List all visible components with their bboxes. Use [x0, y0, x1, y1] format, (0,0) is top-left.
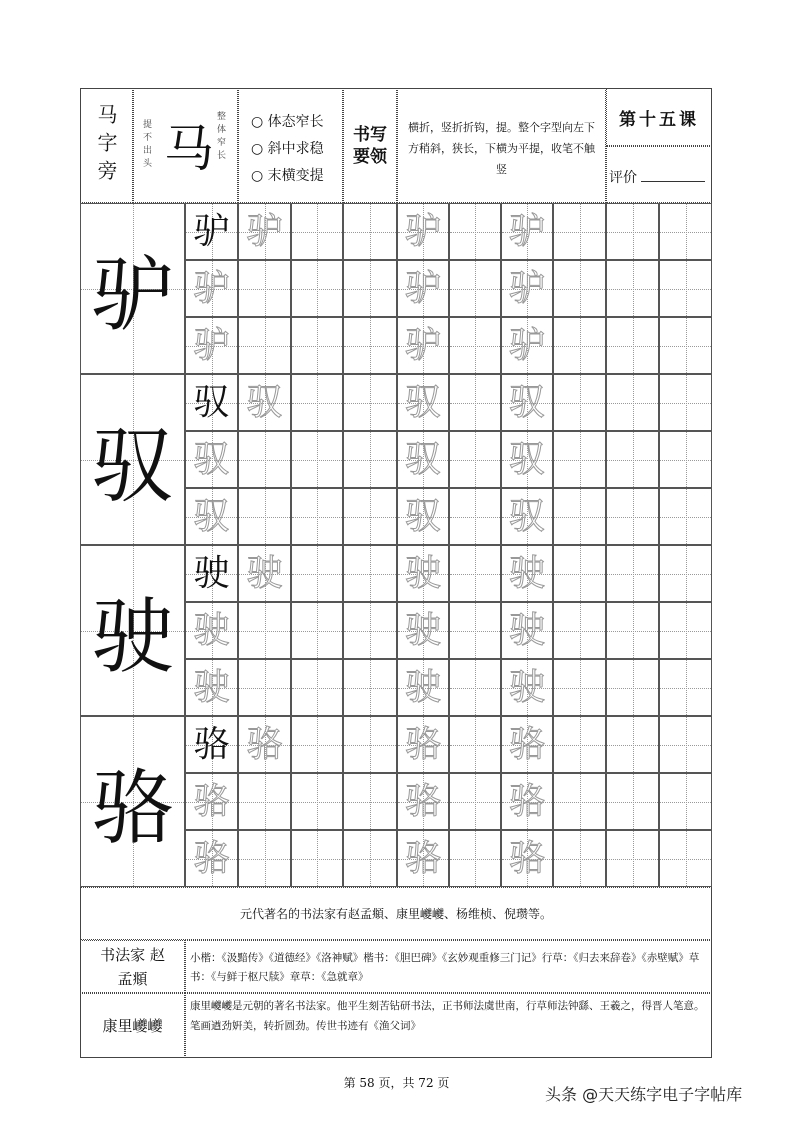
practice-cell[interactable]: [238, 545, 291, 602]
traced-character: 驴: [404, 324, 441, 366]
practice-cell[interactable]: [501, 488, 553, 545]
traced-character: 驶: [404, 666, 441, 708]
traced-character: 驭: [508, 438, 545, 480]
practice-cell[interactable]: [291, 317, 343, 374]
traced-character: 驭: [404, 438, 441, 480]
practice-cell[interactable]: [606, 374, 659, 431]
sample-character: 驴: [193, 210, 230, 252]
practice-cell[interactable]: [397, 545, 449, 602]
traced-character: 骆: [193, 780, 230, 822]
calligrapher-works: 小楷：《汲黯传》《道德经》《洛神赋》楷书：《胆巴碑》《玄妙观重修三门记》行草：《归去来辞卷》《赤壁赋》草书：《与鲜于枢尺牍》章草：《急就章》: [190, 952, 700, 983]
practice-cell[interactable]: [397, 431, 449, 488]
traced-character: 骆: [193, 837, 230, 879]
practice-cell[interactable]: [343, 317, 397, 374]
practice-cell[interactable]: [659, 716, 712, 773]
practice-cell[interactable]: [185, 773, 238, 830]
model-character: 驴: [91, 248, 174, 343]
traced-character: 驴: [404, 210, 441, 252]
practice-cell[interactable]: [606, 773, 659, 830]
practice-cell[interactable]: [185, 830, 238, 887]
traced-character: 驴: [246, 210, 283, 252]
practice-cell[interactable]: [449, 488, 501, 545]
practice-cell[interactable]: [397, 830, 449, 887]
writing-key-label: 书写要领: [353, 124, 387, 167]
practice-cell[interactable]: [343, 545, 397, 602]
radical-title: 马字旁: [94, 103, 118, 188]
practice-cell[interactable]: [553, 203, 606, 260]
traced-character: 驭: [404, 495, 441, 537]
practice-cell[interactable]: [291, 374, 343, 431]
practice-cell[interactable]: [606, 260, 659, 317]
traced-character: 驴: [193, 324, 230, 366]
practice-cell[interactable]: [449, 431, 501, 488]
traced-character: 驭: [404, 381, 441, 423]
evaluation-label: 评价: [609, 170, 637, 186]
practice-cell[interactable]: [343, 773, 397, 830]
model-character-cell: [80, 203, 185, 374]
radical-note-right: 整体窄长: [215, 111, 225, 163]
calligrapher-label: 康里巙巙: [102, 1017, 163, 1035]
practice-cell[interactable]: [238, 716, 291, 773]
practice-cell[interactable]: [501, 602, 553, 659]
description-cell: [397, 88, 606, 203]
practice-cell[interactable]: [659, 260, 712, 317]
practice-cell[interactable]: [449, 260, 501, 317]
practice-cell[interactable]: [553, 773, 606, 830]
practice-cell[interactable]: [343, 431, 397, 488]
practice-cell[interactable]: [501, 431, 553, 488]
evaluation-cell: [606, 146, 712, 203]
practice-cell[interactable]: [449, 830, 501, 887]
practice-cell[interactable]: [501, 773, 553, 830]
practice-cell[interactable]: [553, 659, 606, 716]
practice-cell[interactable]: [659, 602, 712, 659]
practice-cell[interactable]: [659, 431, 712, 488]
practice-cell[interactable]: [606, 830, 659, 887]
practice-cell[interactable]: [185, 488, 238, 545]
practice-cell[interactable]: [343, 830, 397, 887]
traced-character: 驴: [508, 267, 545, 309]
practice-cell[interactable]: [343, 488, 397, 545]
practice-cell[interactable]: [291, 545, 343, 602]
practice-cell[interactable]: [449, 602, 501, 659]
practice-cell[interactable]: [606, 317, 659, 374]
practice-cell[interactable]: [501, 260, 553, 317]
practice-cell[interactable]: [397, 317, 449, 374]
practice-cell[interactable]: [238, 374, 291, 431]
practice-cell[interactable]: [185, 317, 238, 374]
model-character-cell: [80, 545, 185, 716]
traced-character: 驴: [404, 267, 441, 309]
traced-character: 驭: [508, 381, 545, 423]
practice-cell[interactable]: [501, 659, 553, 716]
practice-cell[interactable]: [238, 203, 291, 260]
practice-cell[interactable]: [553, 260, 606, 317]
practice-cell[interactable]: [343, 602, 397, 659]
practice-cell[interactable]: [501, 317, 553, 374]
practice-cell[interactable]: [185, 260, 238, 317]
lesson-cell: [606, 88, 712, 146]
practice-cell[interactable]: [343, 659, 397, 716]
practice-cell[interactable]: [501, 374, 553, 431]
practice-cell[interactable]: [553, 830, 606, 887]
sample-character: 驭: [193, 381, 230, 423]
practice-cell[interactable]: [606, 659, 659, 716]
key-point: ○ 末横变提: [251, 168, 324, 184]
practice-cell[interactable]: [659, 545, 712, 602]
traced-character: 骆: [246, 723, 283, 765]
writing-key-label-cell: [343, 88, 397, 203]
practice-cell[interactable]: [397, 602, 449, 659]
lesson-title: 第十五课: [619, 109, 699, 130]
practice-cell[interactable]: [501, 830, 553, 887]
traced-character: 骆: [508, 837, 545, 879]
practice-cell[interactable]: [659, 773, 712, 830]
practice-cell[interactable]: [449, 374, 501, 431]
watermark: 头条 @天天练字电子字帖库: [545, 1085, 743, 1104]
practice-cell[interactable]: [291, 203, 343, 260]
practice-cell[interactable]: [659, 374, 712, 431]
practice-cell[interactable]: [238, 431, 291, 488]
calligrapher-label-cell: [80, 940, 185, 993]
traced-character: 驴: [508, 324, 545, 366]
calligrapher-bio: 康里巙巙是元朝的著名书法家。他平生刻苦钻研书法，正书师法虞世南，行草师法钟繇、王羲之，得晋人笔意。笔画遒劲姸美，转折圆劲。传世书迹有《渔父词》: [190, 1000, 705, 1032]
model-character: 骆: [91, 761, 174, 856]
practice-cell[interactable]: [185, 659, 238, 716]
traced-character: 驶: [404, 552, 441, 594]
practice-cell[interactable]: [553, 716, 606, 773]
traced-character: 驭: [193, 495, 230, 537]
traced-character: 驶: [193, 609, 230, 651]
practice-cell[interactable]: [449, 203, 501, 260]
practice-cell[interactable]: [553, 374, 606, 431]
practice-cell[interactable]: [397, 374, 449, 431]
practice-cell[interactable]: [553, 602, 606, 659]
practice-cell[interactable]: [449, 545, 501, 602]
practice-cell[interactable]: [291, 488, 343, 545]
traced-character: 驭: [193, 438, 230, 480]
practice-cell[interactable]: [291, 716, 343, 773]
description: 横折，竖折折钩，提。整个字型向左下方稍斜，狭长，下横为平提，收笔不触竖: [408, 121, 595, 176]
practice-cell[interactable]: [449, 317, 501, 374]
traced-character: 骆: [508, 780, 545, 822]
practice-cell[interactable]: [606, 545, 659, 602]
practice-cell[interactable]: [185, 374, 238, 431]
practice-cell[interactable]: [291, 773, 343, 830]
calligrapher-works-cell: [185, 940, 712, 993]
practice-cell[interactable]: [501, 716, 553, 773]
practice-cell[interactable]: [397, 260, 449, 317]
practice-cell[interactable]: [238, 260, 291, 317]
practice-cell[interactable]: [397, 203, 449, 260]
practice-cell[interactable]: [185, 602, 238, 659]
practice-cell[interactable]: [553, 431, 606, 488]
practice-cell[interactable]: [291, 602, 343, 659]
key-point: ○ 斜中求稳: [251, 141, 324, 157]
practice-cell[interactable]: [291, 260, 343, 317]
traced-character: 驭: [508, 495, 545, 537]
traced-character: 驴: [193, 267, 230, 309]
radical-note-left: 提不出头: [141, 119, 151, 171]
traced-character: 驴: [508, 210, 545, 252]
practice-cell[interactable]: [606, 488, 659, 545]
practice-cell[interactable]: [606, 716, 659, 773]
traced-character: 驶: [193, 666, 230, 708]
evaluation-input[interactable]: [641, 181, 705, 182]
practice-cell[interactable]: [185, 431, 238, 488]
practice-cell[interactable]: [501, 545, 553, 602]
practice-cell[interactable]: [397, 716, 449, 773]
traced-character: 驶: [246, 552, 283, 594]
practice-cell[interactable]: [238, 773, 291, 830]
practice-cell[interactable]: [606, 602, 659, 659]
practice-cell[interactable]: [343, 716, 397, 773]
practice-cell[interactable]: [238, 830, 291, 887]
practice-cell[interactable]: [343, 203, 397, 260]
practice-cell[interactable]: [397, 659, 449, 716]
radical-title-cell: [80, 88, 133, 203]
radical-example-cell: [133, 88, 238, 203]
model-character: 驶: [91, 590, 174, 685]
practice-cell[interactable]: [291, 431, 343, 488]
practice-cell[interactable]: [501, 203, 553, 260]
model-character-cell: [80, 374, 185, 545]
practice-cell[interactable]: [606, 203, 659, 260]
intro-text: 元代著名的书法家有赵孟頫、康里巙巙、杨维桢、倪瓒等。: [239, 907, 552, 921]
practice-cell[interactable]: [343, 374, 397, 431]
sample-character: 驶: [193, 552, 230, 594]
practice-cell[interactable]: [659, 659, 712, 716]
calligrapher-label-cell: [80, 993, 185, 1058]
sample-character: 骆: [193, 723, 230, 765]
practice-cell[interactable]: [397, 488, 449, 545]
radical-char: 马: [164, 120, 214, 178]
traced-character: 骆: [508, 723, 545, 765]
traced-character: 骆: [404, 723, 441, 765]
traced-character: 驭: [246, 381, 283, 423]
practice-cell[interactable]: [238, 317, 291, 374]
practice-cell[interactable]: [449, 659, 501, 716]
traced-character: 驶: [404, 609, 441, 651]
model-character-cell: [80, 716, 185, 887]
traced-character: 驶: [508, 666, 545, 708]
traced-character: 骆: [404, 780, 441, 822]
practice-cell[interactable]: [553, 545, 606, 602]
practice-cell[interactable]: [553, 488, 606, 545]
practice-cell[interactable]: [606, 431, 659, 488]
page-number: 第 58 页，共 72 页: [343, 1076, 450, 1090]
practice-cell[interactable]: [291, 659, 343, 716]
practice-cell[interactable]: [343, 260, 397, 317]
practice-cell[interactable]: [397, 773, 449, 830]
model-character: 驭: [91, 419, 174, 514]
practice-cell[interactable]: [291, 830, 343, 887]
intro-cell: [80, 887, 712, 940]
practice-cell[interactable]: [238, 659, 291, 716]
key-points: [238, 88, 343, 203]
practice-cell[interactable]: [449, 716, 501, 773]
practice-cell[interactable]: [238, 602, 291, 659]
practice-cell[interactable]: [449, 773, 501, 830]
calligrapher-label: 书法家 赵孟頫: [100, 945, 165, 988]
practice-cell[interactable]: [238, 488, 291, 545]
practice-cell[interactable]: [185, 545, 238, 602]
practice-cell[interactable]: [185, 203, 238, 260]
practice-cell[interactable]: [659, 830, 712, 887]
calligrapher-bio-cell: [185, 993, 712, 1058]
traced-character: 骆: [404, 837, 441, 879]
practice-cell[interactable]: [659, 488, 712, 545]
traced-character: 驶: [508, 552, 545, 594]
practice-cell[interactable]: [185, 716, 238, 773]
practice-cell[interactable]: [553, 317, 606, 374]
practice-cell[interactable]: [659, 317, 712, 374]
practice-cell[interactable]: [659, 203, 712, 260]
key-point: ○ 体态窄长: [251, 114, 324, 130]
traced-character: 驶: [508, 609, 545, 651]
